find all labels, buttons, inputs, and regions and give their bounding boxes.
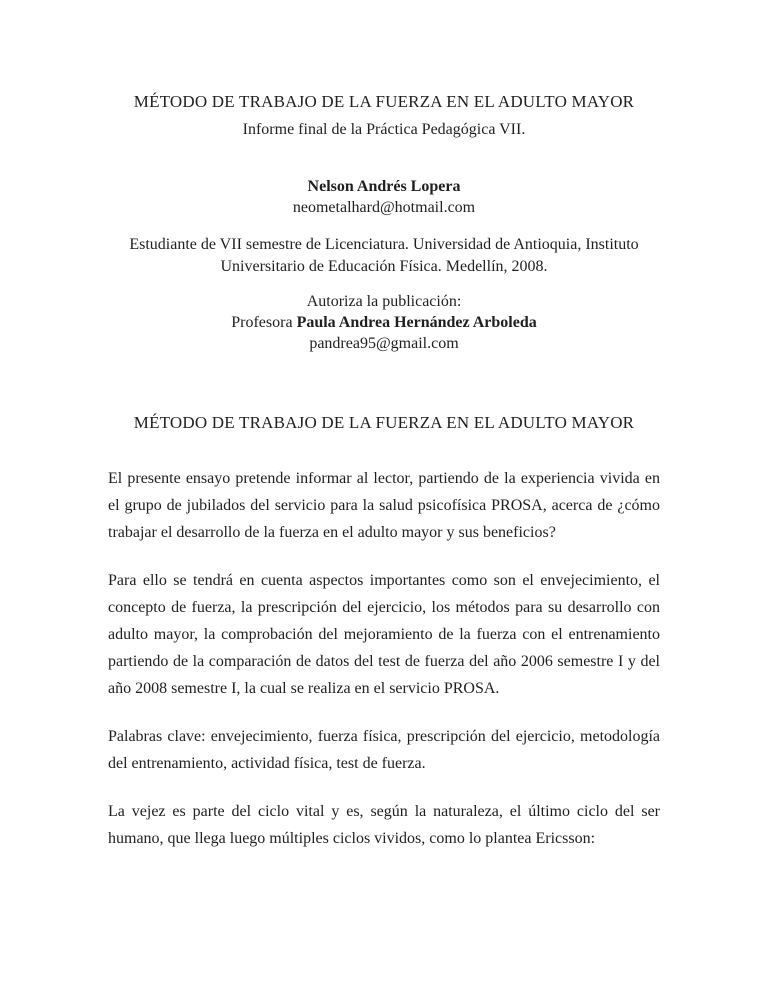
author-email: neometalhard@hotmail.com [292,199,476,216]
authorization-label: Autoriza la publicación: [306,293,462,310]
paragraph-vejez: La vejez es parte del ciclo vital y es, según la naturaleza, el último ciclo del ser humano, que llega luego múltiples ciclos vividos, como lo plantea Ericsson: [108,803,660,847]
front-matter [108,88,660,354]
paragraph-intro: El presente ensayo pretende informar al lector, partiendo de la experiencia vivida en el grupo de jubilados del servicio para la salud psicofísica PROSA, acerca de ¿cómo trabajar el desarrollo de la fuerza en el adulto mayor y sus beneficios? [108,470,660,541]
author-name: Nelson Andrés Lopera [307,178,461,195]
professor-email: pandrea95@gmail.com [309,335,459,352]
professor-name: Paula Andrea Hernández Arboleda [296,314,537,331]
paragraph-aspects: Para ello se tendrá en cuenta aspectos importantes como son el envejecimiento, el concepto de fuerza, la prescripción del ejercicio, los métodos para su desarrollo con adulto mayor, la comprobación del mejoramiento de la fuerza con el entrenamiento partiendo de la comparación de datos del test de fuerza del año 2006 semestre I y del año 2008 semestre I, la cual se realiza en el servicio PROSA. [108,572,660,697]
document-subtitle: Informe final de la Práctica Pedagógica VII. [242,121,526,138]
professor-line [108,312,660,333]
paragraph-keywords: Palabras clave: envejecimiento, fuerza física, prescripción del ejercicio, metodología del entrenamiento, actividad física, test de fuerza. [108,728,660,772]
professor-title-prefix: Profesora [231,314,293,331]
author-affiliation: Estudiante de VII semestre de Licenciatura. Universidad de Antioquia, Instituto Universitario de Educación Física. Medellín, 2008. [129,236,639,275]
section-title: MÉTODO DE TRABAJO DE LA FUERZA EN EL ADULTO MAYOR [133,413,635,432]
document-title: MÉTODO DE TRABAJO DE LA FUERZA EN EL ADULTO MAYOR [133,92,635,111]
document-body [108,465,660,852]
